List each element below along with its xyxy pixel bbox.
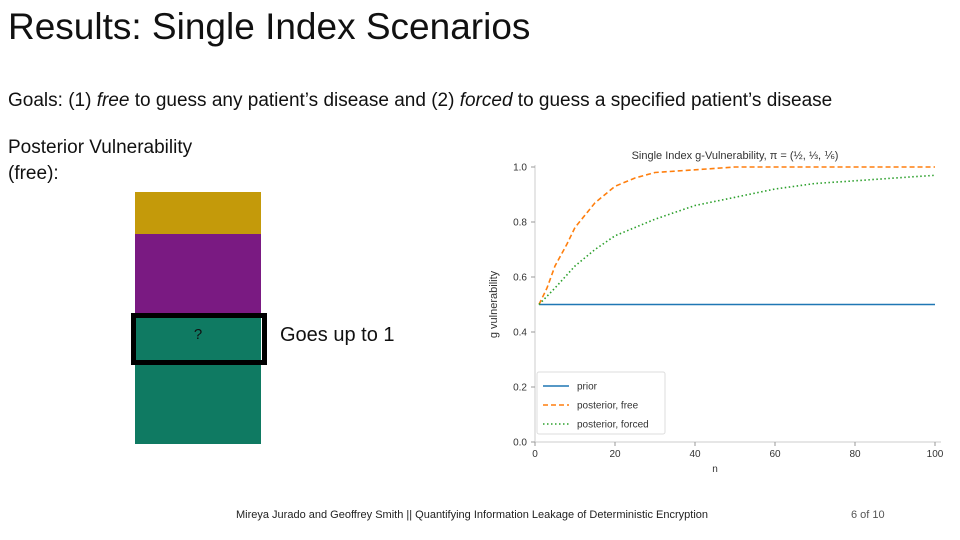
legend-label: posterior, forced: [577, 419, 649, 431]
legend-label: prior: [577, 381, 598, 393]
goals-middle: to guess any patient’s disease and (2): [129, 90, 460, 111]
x-tick-label: 100: [926, 449, 944, 460]
series-line-1: [539, 167, 935, 305]
footer-text: Mireya Jurado and Geoffrey Smith || Quantifying Information Leakage of Deterministic Encryption: [236, 509, 709, 521]
goals-text: [8, 90, 832, 112]
bar-segment-gold: [135, 192, 261, 234]
x-tick-label: 0: [532, 449, 538, 460]
goals-suffix: to guess a specified patient’s disease: [512, 90, 833, 111]
y-axis-label: g vulnerability: [488, 270, 500, 339]
vulnerability-chart: [480, 145, 950, 480]
bar-segment-teal: [135, 360, 261, 444]
x-tick-label: 60: [769, 449, 781, 460]
y-tick-label: 0.8: [513, 217, 527, 229]
x-tick-label: 20: [609, 449, 621, 460]
x-tick-label: 40: [689, 449, 701, 460]
annotation-text: Goes up to 1: [280, 324, 395, 346]
page-number: 6 of 10: [851, 509, 885, 521]
goals-free-word: free: [96, 90, 130, 111]
question-mark: ?: [193, 326, 203, 343]
goals-prefix: Goals: (1): [8, 90, 97, 111]
legend-label: posterior, free: [577, 400, 639, 412]
posterior-vulnerability-label: Posterior Vulnerability (free):: [8, 137, 193, 184]
series-line-2: [539, 175, 935, 304]
x-tick-label: 80: [849, 449, 861, 460]
y-tick-label: 1.0: [513, 162, 527, 174]
chart-title: Single Index g-Vulnerability, π = (½, ⅓, ⅙): [631, 150, 839, 162]
goals-forced-word: forced: [459, 90, 513, 111]
y-tick-label: 0.4: [513, 327, 527, 339]
y-tick-label: 0.0: [513, 437, 527, 449]
y-tick-label: 0.2: [513, 382, 527, 394]
y-tick-label: 0.6: [513, 272, 527, 284]
bar-segment-purple: [135, 234, 261, 316]
x-axis-label: n: [712, 464, 718, 475]
slide-title: Results: Single Index Scenarios: [8, 6, 531, 47]
